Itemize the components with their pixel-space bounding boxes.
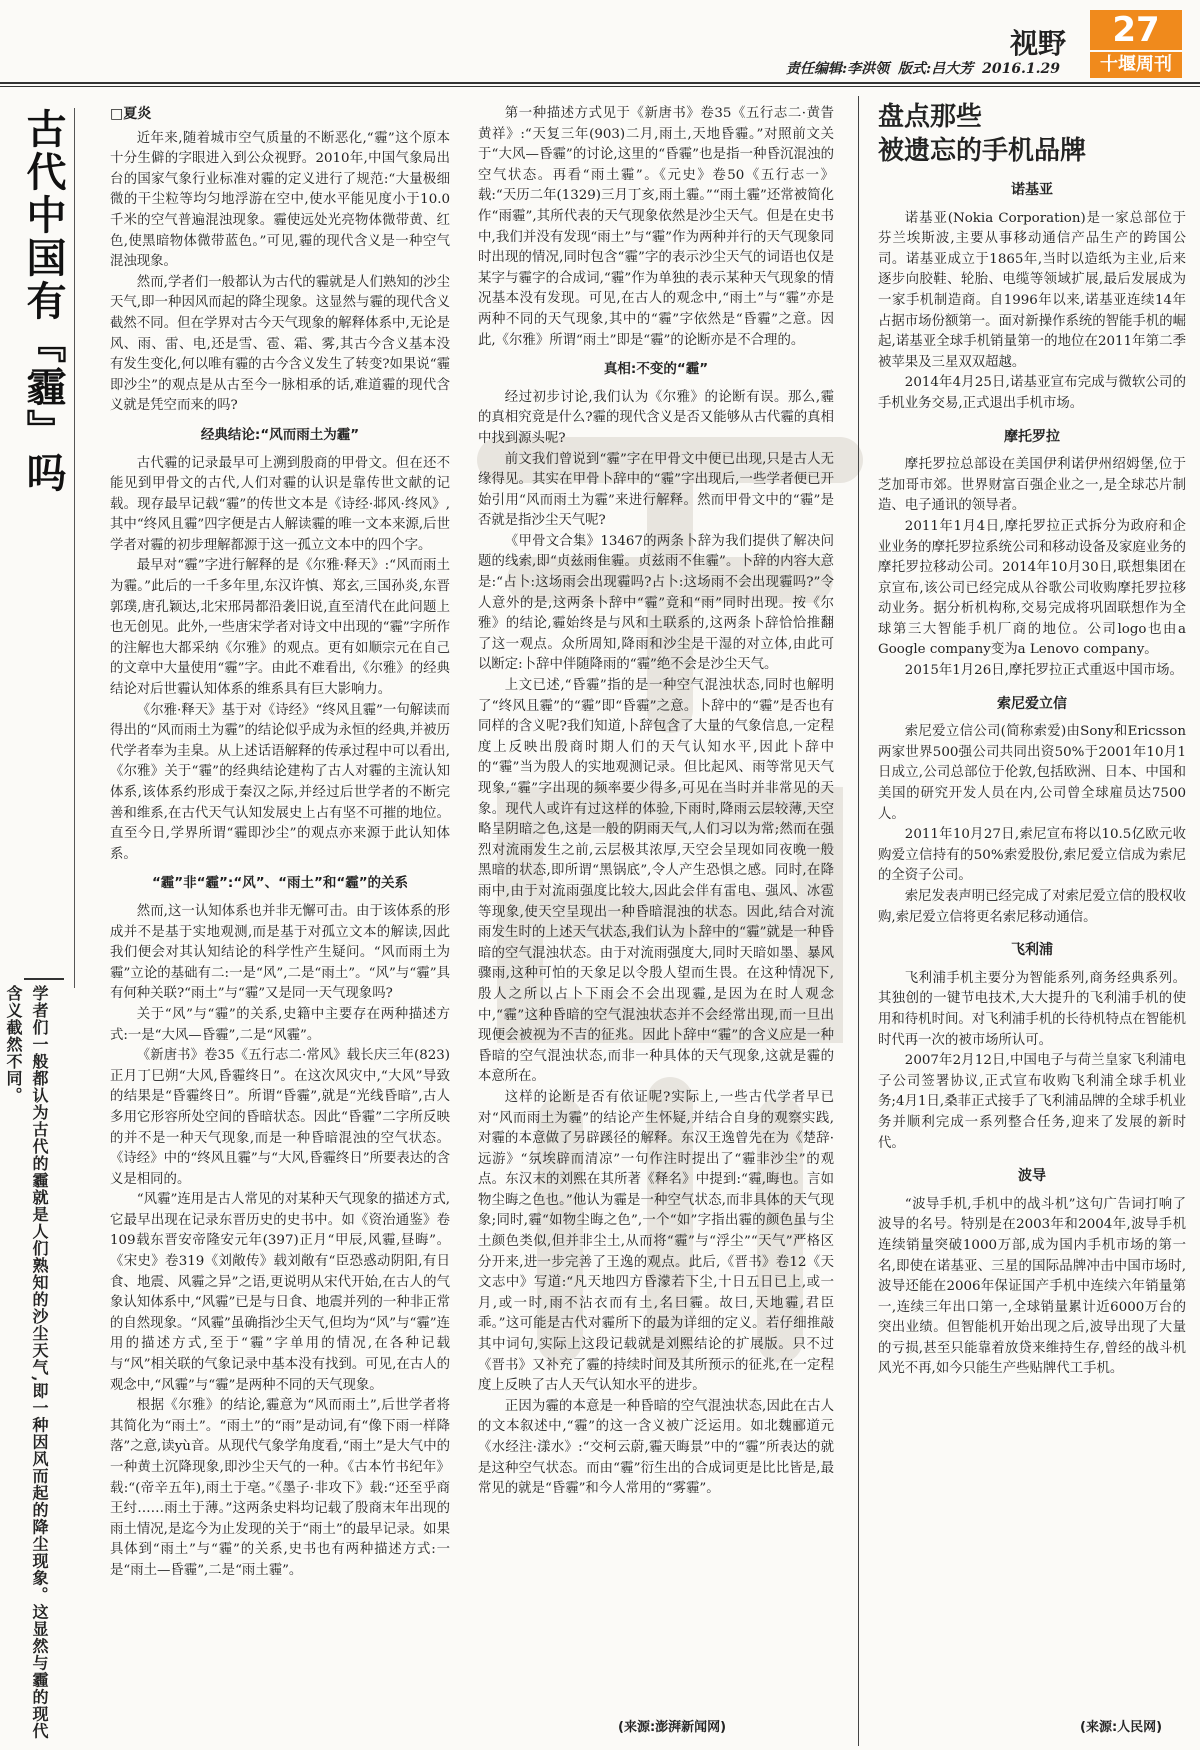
issue-date: 2016.1.29 — [982, 61, 1061, 77]
article2-title-line1: 盘点那些 — [878, 102, 983, 132]
paragraph: 根据《尔雅》的结论,霾意为“风而雨土”,后世学者将其简化为“雨土”。“雨土”的“雨”是动词,有“像下雨一样降落”之意,读yù音。从现代气象学角度看,“雨土”是大气中的一种黄土沉降现象,即沙尘天气的一种。《古本竹书纪年》载:“(帝辛五年),雨土于亳。”《墨子·非攻下》载:“还至乎商王纣……雨土于薄。”这两条史料均记载了殷商末年出现的雨土情况,是迄今为止发现的关于“雨土”的最早记录。如果具体到“雨土”与“霾”的关系,史书也有两种描述方式:一是“雨土—昏霾”,二是“雨土霾”。 — [110, 1398, 450, 1578]
paragraph: 索尼发表声明已经完成了对索尼爱立信的股权收购,索尼爱立信将更名索尼移动通信。 — [878, 889, 1186, 925]
paragraph: 正因为霾的本意是一种昏暗的空气混浊状态,因此在古人的文本叙述中,“霾”的这一含义被广泛运用。如北魏郦道元《水经注·漾水》:“交柯云蔚,霾天晦景”中的“霾”所表达的就是这种空气状态。而由“霾”衍生出的合成词更是比比皆是,最常见的就是“昏霾”和今人常用的“雾霾”。 — [478, 1398, 834, 1497]
article2-source: (来源:人民网) — [1080, 1720, 1163, 1735]
paragraph: 2011年10月27日,索尼宣布将以10.5亿欧元收购爱立信持有的50%索爱股份,索尼爱立信成为索尼的全资子公司。 — [878, 827, 1186, 884]
paragraph: 上文已述,“昏霾”指的是一种空气混浊状态,同时也解明了“终风且霾”的“霾”即“昏霾”之意。卜辞中的“霾”是否也有同样的含义呢?我们知道,卜辞包含了大量的气象信息,一定程度上反映出殷商时期人们的天气认知水平,因此卜辞中的“霾”当为殷人的实地观测记录。但比起风、雨等常见天气现象,“霾”字出现的频率要少得多,可见在当时并非常见的天象。现代人或许有过这样的体验,下雨时,降雨云层较薄,天空略呈阴暗之色,这是一般的阴雨天气,人们习以为常;然而在强烈对流雨发生之前,云层极其浓厚,天空会呈现如同夜晚一般黑暗的状态,即所谓“黑锅底”,令人产生恐惧之感。同时,在降雨中,由于对流雨强度比较大,因此会伴有雷电、强风、冰雹等现象,使天空呈现出一种昏暗混浊的状态。因此,结合对流雨发生时的上述天气状态,我们认为卜辞中的“霾”就是一种昏暗的空气混浊状态。由于对流雨强度大,同时天暗如墨、暴风骤雨,这种可怕的天象足以令殷人望而生畏。在这种情况下,殷人之所以占卜下雨会不会出现霾,是因为在时人观念中,“霾”这种昏暗的空气混浊状态并不会经常出现,而一旦出现便会被视为不吉的征兆。因此卜辞中“霾”的含义应是一种昏暗的空气混浊状态,而非一种具体的天气现象,这就是霾的本意所在。 — [478, 678, 834, 1085]
article-title: 古代中国有『霾』吗 — [20, 108, 67, 495]
paragraph: 2011年1月4日,摩托罗拉正式拆分为政府和企业业务的摩托罗拉系统公司和移动设备及家庭业务的摩托罗拉移动公司。2014年10月30日,联想集团在京宣布,该公司已经完成从谷歌公司收购摩托罗拉移动业务。据分析机构称,交易完成将巩固联想作为全球第三大智能手机厂商的地位。公司logo也由a Google company变为a Lenovo company。 — [878, 518, 1186, 658]
page-number: 27 — [1090, 10, 1182, 50]
pull-quote: 学者们一般都认为古代的霾就是人们熟知的沙尘天气,即一种因风而起的降尘现象。这显然与霾的现代含义截然不同。 — [4, 985, 49, 1740]
header-rule-thin — [0, 86, 1200, 87]
paragraph: 2014年4月25日,诺基亚宣布完成与微软公司的手机业务交易,正式退出手机市场。 — [878, 375, 1186, 411]
brand-heading-bird: 波导 — [1018, 1168, 1046, 1185]
header-rule — [0, 82, 1200, 84]
paragraph: “风霾”连用是古人常见的对某种天气现象的描述方式,它最早出现在记录东晋历史的史书中。如《资治通鉴》卷109载东晋安帝隆安元年(397)正月“甲辰,风霾,昼晦”。《宋史》卷319《刘敞传》载刘敞有“臣恐惑动阴阳,有日食、地震、风霾之异”之语,更说明从宋代开始,在古人的气象认知体系中,“风霾”已是与日食、地震并列的一种非正常的自然现象。“风霾”虽确指沙尘天气,但均为“风”与“霾”连用的描述方式,至于“霾”字单用的情况,在各种记载与“风”相关联的气象记录中基本没有找到。可见,在古人的观念中,“风霾”与“霾”是两种不同的天气现象。 — [110, 1192, 450, 1393]
paragraph: 这样的论断是否有依证呢?实际上,一些古代学者早已对“风而雨土为霾”的结论产生怀疑,并结合自身的观察实践,对霾的本意做了另辟蹊径的解释。东汉王逸曾先在为《楚辞·远游》“氛埃辟而清凉”一句作注时提出了“霾非沙尘”的观点。东汉末的刘熙在其所著《释名》中提到:“霾,晦也。言如物尘晦之色也。”他认为霾是一种空气状态,而非具体的天气现象;同时,霾“如物尘晦之色”,一个“如”字指出霾的颜色虽与尘土颜色类似,但并非尘土,从而将“霾”与“浮尘”“天气”严格区分开来,进一步完善了王逸的观点。此后,《晋书》卷12《天文志中》写道:“凡天地四方昏濛若下尘,十日五日已上,或一月,或一时,雨不沾衣而有土,名曰霾。故曰,天地霾,君臣乖。”这可能是古代对霾所下的最为详细的定义。若仔细推敲其中词句,实际上这段记载就是刘熙结论的扩展版。只不过《晋书》又补充了霾的持续时间及其所预示的征兆,在一定程度上反映了古人天气认知水平的进步。 — [478, 1089, 834, 1394]
credit-line — [786, 58, 1064, 78]
article-source: (来源:澎湃新闻网) — [618, 1720, 727, 1735]
article-author: □夏炎 — [110, 106, 152, 122]
paragraph: 2007年2月12日,中国电子与荷兰皇家飞利浦电子公司签署协议,正式宣布收购飞利浦全球手机业务;4月1日,桑菲正式接手了飞利浦品牌的全球手机业务并顺利完成一系列整合任务,迎来了发展的新时代。 — [878, 1053, 1186, 1151]
paragraph: “波导手机,手机中的战斗机”这句广告词打响了波导的名号。特别是在2003年和2004年,波导手机连续销量突破1000万部,成为国内手机市场的第一名,即使在诺基亚、三星的国际品牌冲击中国市场时,波导还能在2006年保证国产手机中连续六年销量第一,连续三年出口第一,全球销量累计近6000万台的突出业绩。但智能机开始出现之后,波导出现了大量的亏损,甚至只能靠着放贷来维持生存,曾经的战斗机风光不再,如今只能生产些贴牌代工手机。 — [878, 1196, 1186, 1377]
paper-name: 十堰周刊 — [1090, 52, 1182, 78]
paragraph: 古代霾的记录最早可上溯到殷商的甲骨文。但在还不能见到甲骨文的古代,人们对霾的认识是靠传世文献的记载。现存最早记载“霾”的传世文本是《诗经·邶风·终风》,其中“终风且霾”四字便是古人解读霾的唯一文本来源,后世学者对霾的初步理解都源于这一孤立文本中的四个字。 — [110, 455, 450, 553]
paragraph: 《甲骨文合集》13467的两条卜辞为我们提供了解决问题的线索,即“贞兹雨隹霾。贞兹雨不隹霾”。卜辞的内容大意是:“占卜:这场雨会出现霾吗?占卜:这场雨不会出现霾吗?”令人意外的是,这两条卜辞中“霾”竟和“雨”同时出现。按《尔雅》的结论,霾始终是与风和土联系的,这两条卜辞恰恰推翻了这一观点。众所周知,降雨和沙尘是干湿的对立体,由此可以断定:卜辞中伴随降雨的“霾”绝不会是沙尘天气。 — [478, 533, 834, 673]
article-column-2 — [478, 104, 834, 1704]
paragraph: 摩托罗拉总部设在美国伊利诺伊州绍姆堡,位于芝加哥市郊。世界财富百强企业之一,是全球芯片制造、电子通讯的领导者。 — [878, 457, 1186, 514]
paragraph: 近年来,随着城市空气质量的不断恶化,“霾”这个原本十分生僻的字眼进入到公众视野。2010年,中国气象局出台的国家气象行业标准对霾的定义进行了规范:“大量极细微的干尘粒等均匀地浮游在空中,使水平能见度小于10.0千米的空气普遍混浊现象。霾使远处光亮物体微带黄、红色,使黑暗物体微带蓝色。”可见,霾的现代含义是一种空气混浊现象。 — [110, 130, 450, 270]
brand-heading-motorola: 摩托罗拉 — [1004, 428, 1060, 445]
paragraph: 然而,学者们一般都认为古代的霾就是人们熟知的沙尘天气,即一种因风而起的降尘现象。这显然与霾的现代含义截然不同。但在学界对古今天气现象的解释体系中,无论是风、雨、雷、电,还是雪、雹、霜、雾,其古今含义基本没有发生变化,何以唯有霾的古今含义发生了转变?如果说“霾即沙尘”的观点是从古至今一脉相承的话,难道霾的现代含义就是凭空而来的吗? — [110, 274, 450, 414]
title-rule — [74, 108, 75, 988]
paragraph: 前文我们曾说到“霾”字在甲骨文中便已出现,只是古人无缘得见。其实在甲骨卜辞中的“霾”字出现后,一些学者便已开始引用“风而雨土为霾”来进行解释。然而甲骨文中的“霾”是否就是指沙尘天气呢? — [478, 451, 834, 529]
section-name: 视野 — [1010, 27, 1067, 60]
brand-heading-philips: 飞利浦 — [1011, 942, 1053, 959]
brand-heading-sony-ericsson: 索尼爱立信 — [997, 695, 1067, 712]
paragraph: 最早对“霾”字进行解释的是《尔雅·释天》:“风而雨土为霾。”此后的一千多年里,东汉许慎、郑玄,三国孙炎,东晋郭璞,唐孔颖达,北宋邢昺都沿袭旧说,直至清代在此问题上也无创见。此外,一些唐宋学者对诗文中出现的“霾”字所作的注解也大都采纳《尔雅》的观点。更有如顺宗元在自己的文章中大量使用“霾”字。由此不难看出,《尔雅》的经典结论对后世霾认知体系的维系具有巨大影响力。 — [110, 558, 450, 698]
layout-credit: 版式:吕大芳 — [898, 61, 974, 77]
article2-column — [878, 100, 1186, 1730]
paragraph: 索尼爱立信公司(简称索爱)由Sony和Ericsson两家世界500强公司共同出资50%于2001年10月1日成立,公司总部位于伦敦,包括欧洲、日本、中国和美国的研究开发人员在内,公司曾全球雇员达7500人。 — [878, 724, 1186, 822]
column-divider — [858, 96, 859, 1746]
paragraph: 飞利浦手机主要分为智能系列,商务经典系列。其独创的一键节电技术,大大提升的飞利浦手机的使用和待机时间。对飞利浦手机的长待机特点在智能机时代再一次的被市场所认可。 — [878, 970, 1186, 1048]
paragraph: 诺基亚(Nokia Corporation)是一家总部位于芬兰埃斯波,主要从事移动通信产品生产的跨国公司。诺基亚成立于1865年,当时以造纸为主业,后来逐步向胶鞋、轮胎、电缆等领域扩展,最后发展成为一家手机制造商。自1996年以来,诺基亚连续14年占据市场份额第一。面对新操作系统的智能手机的崛起,诺基亚全球手机销量第一的地位在2011年第二季被苹果及三星双双超越。 — [878, 210, 1186, 370]
brand-heading-nokia: 诺基亚 — [1011, 182, 1053, 198]
paragraph: 第一种描述方式见于《新唐书》卷35《五行志二·黄眚黄祥》:“天复三年(903)二月,雨土,天地昏霾。”对照前文关于“大风—昏霾”的讨论,这里的“昏霾”也是指一种昏沉混浊的空气状态。再看“雨土霾”。《元史》卷50《五行志一》载:“天历二年(1329)三月丁亥,雨土霾。”“雨土霾”还常被简化作“雨霾”,其所代表的天气现象依然是沙尘天气。但是在史书中,我们并没有发现“雨土”与“霾”作为两种并行的天气现象同时出现的情况,同时包含“霾”字的表示沙尘天气的词语也仅是某字与霾字的合成词,“霾”作为单独的表示某种天气现象的情况基本没有发现。可见,在古人的观念中,“雨土”与“霾”亦是两种不同的天气现象,其中的“霾”字依然是“昏霾”之意。因此,《尔雅》所谓“雨土”即是“霾”的论断亦是不合理的。 — [478, 106, 834, 348]
article-column-1 — [110, 104, 450, 1740]
editor-credit: 责任编辑:李洪领 — [786, 61, 890, 77]
paragraph: 经过初步讨论,我们认为《尔雅》的论断有误。那么,霾的真相究竟是什么?霾的现代含义是否又能够从古代霾的真相中找到源头呢? — [478, 389, 834, 446]
paragraph: 关于“风”与“霾”的关系,史籍中主要存在两种描述方式:一是“大风—昏霾”,二是“风霾”。 — [110, 1006, 450, 1043]
pull-quote-rule — [24, 978, 64, 980]
article2-title-line2: 被遗忘的手机品牌 — [878, 136, 1087, 166]
paragraph: 然而,这一认知体系也并非无懈可击。由于该体系的形成并不是基于实地观测,而是基于对孤立文本的解读,因此我们便会对其认知结论的科学性产生疑问。“风而雨土为霾”立论的基础有二:一是“风”,二是“雨土”。“风”与“霾”具有何种关联?“雨土”与“霾”又是同一天气现象吗? — [110, 903, 450, 1002]
paragraph: 《尔雅·释天》基于对《诗经》“终风且霾”一句解读而得出的“风而雨土为霾”的结论似乎成为永恒的经典,并被历代学者奉为圭臬。从上述话语解释的传承过程中可以看出,《尔雅》关于“霾”的经典结论建构了古人对霾的主流认知体系,该体系约形成于秦汉之际,并经过后世学者的不断完善和维系,在古代天气认知发展史上占有坚不可摧的地位。直至今日,学界所谓“霾即沙尘”的观点亦来源于此认知体系。 — [110, 702, 450, 862]
paragraph: 2015年1月26日,摩托罗拉正式重返中国市场。 — [904, 663, 1183, 679]
article2-title — [878, 100, 1186, 168]
section-heading: “霾”非“霾”:“风”、“雨土”和“霾”的关系 — [151, 875, 409, 892]
section-heading: 真相:不变的“霾” — [603, 361, 709, 378]
section-heading: 经典结论:“风而雨土为霾” — [200, 426, 360, 443]
paragraph: 《新唐书》卷35《五行志二·常风》载长庆三年(823)正月丁巳朔“大风,昏霾终日”。在这次风灾中,“大风”导致的结果是“昏霾终日”。所谓“昏霾”,就是“光线昏暗”,古人多用它形容所处空间的昏暗状态。因此“昏霾”二字所反映的并不是一种天气现象,而是一种昏暗混浊的空气状态。《诗经》中的“终风且霾”与“大风,昏霾终日”所要表达的含义是相同的。 — [110, 1048, 450, 1187]
